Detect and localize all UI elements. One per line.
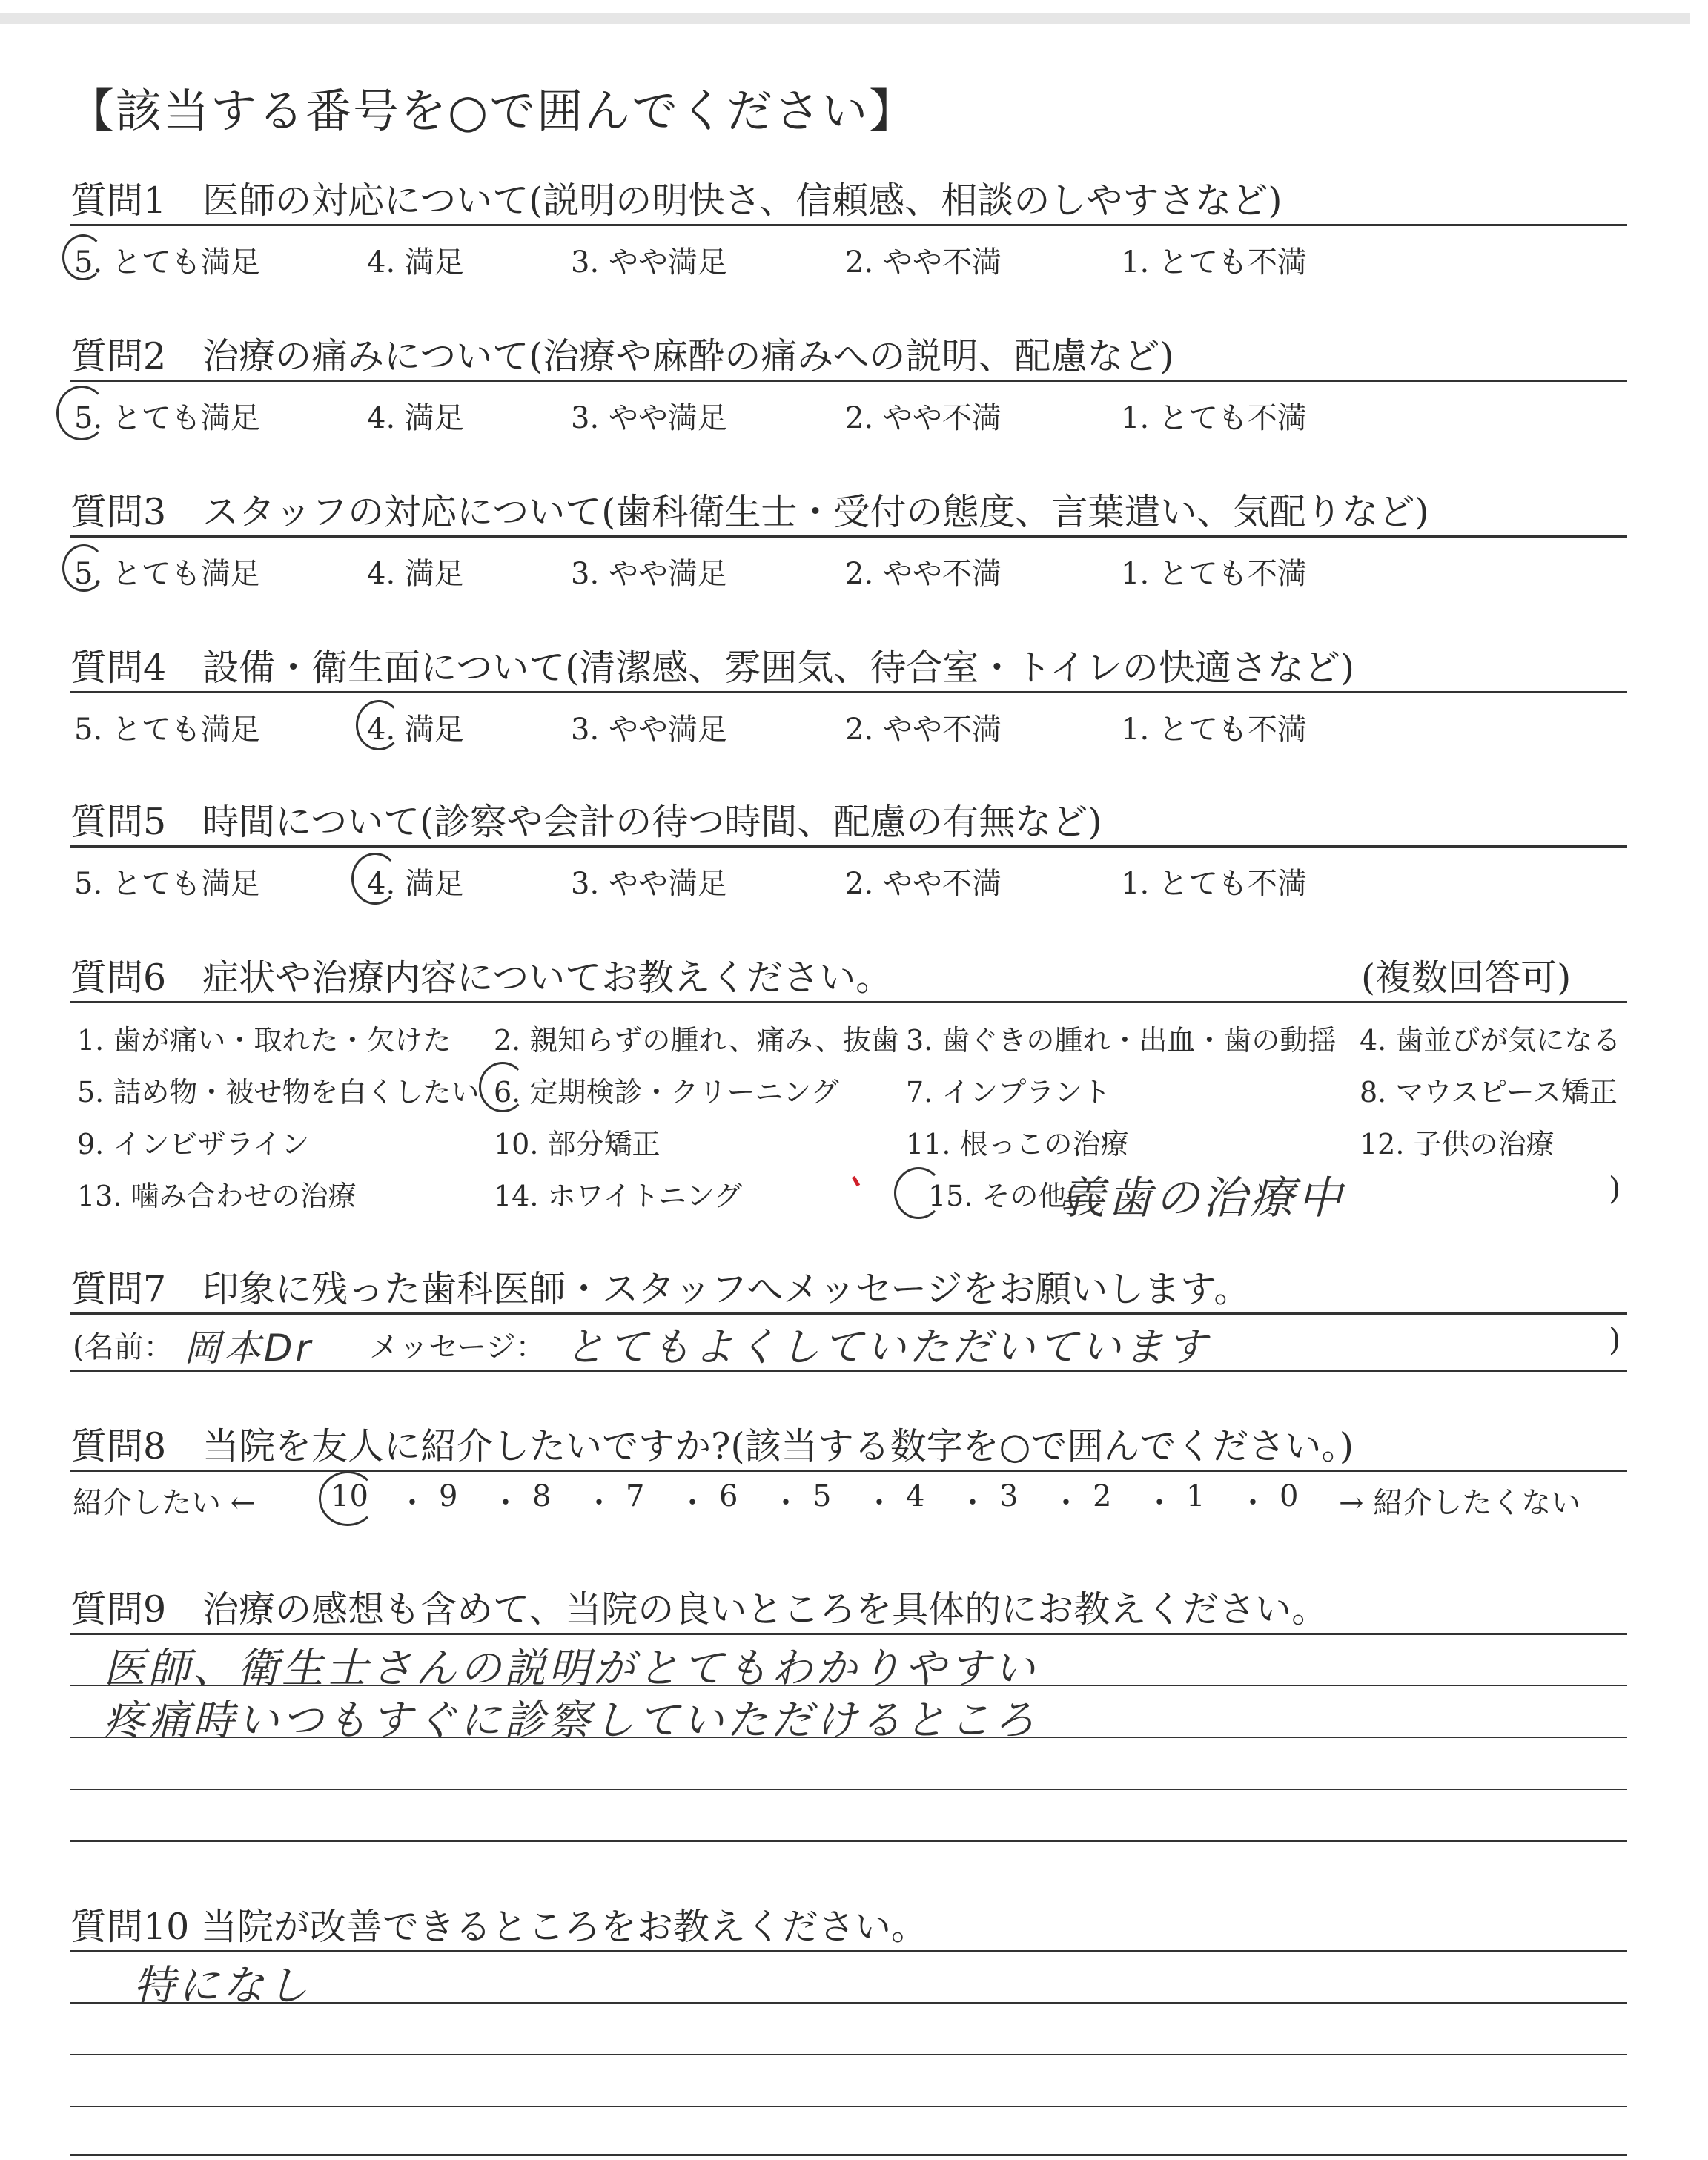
q3-option-4[interactable]: 4. 満足 [367,557,464,591]
red-pen-mark [852,1176,860,1187]
q6-item-6-circle [479,1062,526,1112]
q2-option-1[interactable]: 1. とても不満 [1121,401,1307,435]
q2-option-3[interactable]: 3. やや満足 [571,401,727,435]
q9-line [70,1789,1627,1790]
q8-num-5[interactable]: 5 [812,1479,832,1513]
q8-num-3[interactable]: 3 [999,1479,1019,1513]
q7-name-value[interactable]: 岡本Dr [184,1327,314,1370]
q8-dot: ・ [397,1486,427,1520]
q8-dot: ・ [1051,1486,1081,1520]
q9-line [70,1840,1627,1842]
q8-num-10[interactable]: 10 [331,1479,368,1513]
q7-bottom-rule [70,1370,1627,1372]
q1-option-5[interactable]: 5. とても満足 [74,245,260,280]
q7-message-label: メッセージ： [369,1330,546,1364]
q5-option-2[interactable]: 2. やや不満 [845,867,1002,901]
q6-item-15[interactable]: 15. その他( [928,1180,1078,1212]
q2-option-4[interactable]: 4. 満足 [367,401,464,435]
q7-name-label: (名前： [73,1330,173,1364]
q3-option-5[interactable]: 5. とても満足 [74,557,260,591]
q8-answer-circle [319,1471,377,1526]
q8-dot: ・ [958,1486,987,1520]
q3-option-3[interactable]: 3. やや満足 [571,557,727,591]
q8-num-9[interactable]: 9 [439,1479,458,1513]
q10-line [70,2154,1627,2156]
q6-item-13[interactable]: 13. 噛み合わせの治療 [77,1180,357,1212]
q1-heading: 質問1 医師の対応について(説明の明快さ、信頼感、相談のしやすさなど) [70,179,1282,222]
q6-item-5[interactable]: 5. 詰め物・被せ物を白くしたい [77,1076,480,1109]
q8-dot: ・ [1145,1486,1174,1520]
q6-item-6[interactable]: 6. 定期検診・クリーニング [494,1076,839,1109]
q4-option-5[interactable]: 5. とても満足 [74,713,260,747]
q5-option-1[interactable]: 1. とても不満 [1121,867,1307,901]
q5-option-3[interactable]: 3. やや満足 [571,867,727,901]
q8-num-8[interactable]: 8 [532,1479,552,1513]
q6-note: (複数回答可) [1361,957,1572,999]
q6-item-11[interactable]: 11. 根っこの治療 [906,1128,1129,1160]
q8-heading: 質問8 当院を友人に紹介したいですか?(該当する数字を○で囲んでください。) [70,1425,1354,1467]
q6-item-1[interactable]: 1. 歯が痛い・取れた・欠けた [77,1024,451,1057]
q9-rule [70,1633,1627,1635]
q4-rule [70,691,1627,693]
q8-rule [70,1470,1627,1472]
q6-item-15-circle [894,1167,943,1219]
q4-option-4[interactable]: 4. 満足 [367,713,464,747]
q1-option-3[interactable]: 3. やや満足 [571,245,727,280]
q1-rule [70,224,1627,226]
q10-answer-line-1[interactable]: 特になし [133,1962,311,2010]
q8-dot: ・ [491,1486,520,1520]
q2-option-2[interactable]: 2. やや不満 [845,401,1002,435]
q6-other-handwritten[interactable]: 義歯の治療中 [1060,1172,1345,1224]
q8-left-label: 紹介したい ← [73,1486,256,1520]
q6-other-close: ) [1609,1170,1621,1206]
q1-option-4[interactable]: 4. 満足 [367,245,464,280]
q5-rule [70,845,1627,848]
q4-answer-circle [356,700,402,750]
q5-answer-circle [351,853,399,905]
q3-rule [70,535,1627,538]
q5-heading: 質問5 時間について(診察や会計の待つ時間、配慮の有無など) [70,801,1102,843]
q6-rule [70,1001,1627,1003]
q1-answer-circle [62,234,104,280]
q3-heading: 質問3 スタッフの対応について(歯科衛生士・受付の態度、言葉遣い、気配りなど) [70,491,1429,533]
q6-item-7[interactable]: 7. インプラント [906,1076,1111,1109]
q6-item-9[interactable]: 9. インビザライン [77,1128,310,1160]
q8-dot: ・ [771,1486,801,1520]
q6-item-14[interactable]: 14. ホワイトニング [494,1180,743,1212]
q6-item-12[interactable]: 12. 子供の治療 [1360,1128,1555,1160]
q2-rule [70,380,1627,382]
q6-item-2[interactable]: 2. 親知らずの腫れ、痛み、抜歯 [494,1024,899,1057]
q8-num-2[interactable]: 2 [1093,1479,1112,1513]
q10-heading: 質問10 当院が改善できるところをお教えください。 [70,1906,927,1948]
q8-num-4[interactable]: 4 [906,1479,925,1513]
q3-answer-circle [62,544,105,592]
q7-rule [70,1312,1627,1315]
q2-heading: 質問2 治療の痛みについて(治療や麻酔の痛みへの説明、配慮など) [70,335,1174,377]
q6-item-4[interactable]: 4. 歯並びが気になる [1360,1024,1621,1057]
q8-dot: ・ [1238,1486,1268,1520]
q4-option-1[interactable]: 1. とても不満 [1121,713,1307,747]
q8-dot: ・ [864,1486,894,1520]
q5-option-4[interactable]: 4. 満足 [367,867,464,901]
q4-heading: 質問4 設備・衛生面について(清潔感、雰囲気、待合室・トイレの快適さなど) [70,647,1354,689]
q6-item-10[interactable]: 10. 部分矯正 [494,1128,661,1160]
q6-heading: 質問6 症状や治療内容についてお教えください。 [70,957,893,999]
q9-answer-line-1[interactable]: 医師、衛生士さんの説明がとてもわかりやすい [104,1645,1038,1693]
q10-line [70,2054,1627,2055]
q9-answer-line-2[interactable]: 疼痛時いつもすぐに診察していただけるところ [104,1697,1038,1745]
q8-num-1[interactable]: 1 [1186,1479,1205,1513]
q8-num-0[interactable]: 0 [1280,1479,1299,1513]
scan-edge [0,13,1690,24]
q8-num-7[interactable]: 7 [626,1479,645,1513]
q8-dot: ・ [584,1486,614,1520]
q6-item-3[interactable]: 3. 歯ぐきの腫れ・出血・歯の動揺 [906,1024,1337,1057]
q7-heading: 質問7 印象に残った歯科医師・スタッフへメッセージをお願いします。 [70,1268,1251,1310]
q7-close: ) [1609,1321,1621,1358]
q2-answer-circle [56,386,107,440]
q7-message-value[interactable]: とてもよくしていただいています [565,1324,1210,1370]
q8-num-6[interactable]: 6 [719,1479,738,1513]
q5-option-5[interactable]: 5. とても満足 [74,867,260,901]
q6-item-8[interactable]: 8. マウスピース矯正 [1360,1076,1618,1109]
q2-option-5[interactable]: 5. とても満足 [74,401,260,435]
q10-rule [70,1950,1627,1952]
q3-option-1[interactable]: 1. とても不満 [1121,557,1307,591]
q4-option-3[interactable]: 3. やや満足 [571,713,727,747]
q8-dot: ・ [678,1486,707,1520]
q9-heading: 質問9 治療の感想も含めて、当院の良いところを具体的にお教えください。 [70,1588,1328,1631]
q1-option-2[interactable]: 2. やや不満 [845,245,1002,280]
q4-option-2[interactable]: 2. やや不満 [845,713,1002,747]
q10-line [70,2106,1627,2107]
q8-right-label: → 紹介したくない [1339,1486,1581,1520]
page-title: 【該当する番号を○で囲んでください】 [68,84,917,138]
q1-option-1[interactable]: 1. とても不満 [1121,245,1307,280]
q3-option-2[interactable]: 2. やや不満 [845,557,1002,591]
